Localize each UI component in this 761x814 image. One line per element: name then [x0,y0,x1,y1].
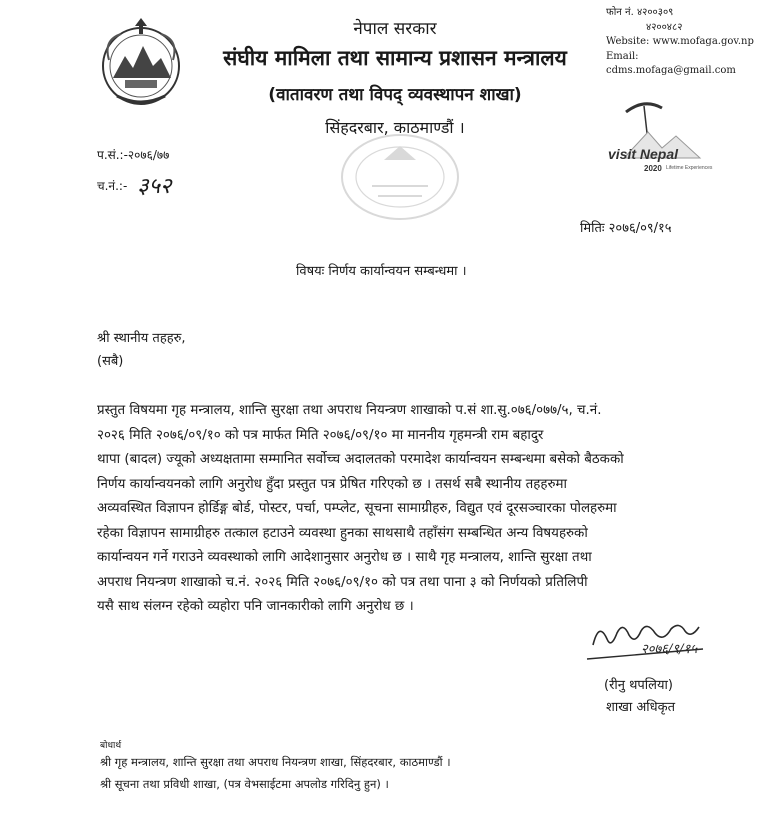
recipient-line-2: (सबै) [97,354,124,369]
body-line: अपराध नियन्त्रण शाखाको च.नं. २०२६ मिति २०७६/०९/१० को पत्र तथा पाना ३ को निर्णयको प्रतिलिपी [97,574,588,590]
email-address: cdms.mofaga@gmail.com [606,65,736,76]
ministry-name: संघीय मामिला तथा सामान्य प्रशासन मन्त्रालय [223,46,567,70]
office-stamp-icon [338,130,463,225]
body-line: रहेका विज्ञापन सामाग्रीहरु तत्काल हटाउने व्यवस्था हुनका साथसाथै तहाँसंग सम्बन्धित अन्य विषयहरुको [97,525,588,541]
contact-block [606,6,758,79]
body-line: यसै साथ संलग्न रहेको व्यहोरा पनि जानकारीको लागि अनुरोध छ । [97,599,414,614]
visit-nepal-logo-icon [604,98,714,182]
dispatch-number-row [97,167,171,197]
signatory-designation: शाखा अधिकृत [606,700,676,715]
body-line: निर्णय कार्यान्वयनको लागि अनुरोध हुँदा प्रस्तुत पत्र प्रेषित गरिएको छ । तसर्थ सबै स्थानीय तहहरुमा [97,476,567,492]
cc-item: श्री सूचना तथा प्रविधी शाखा, (पत्र वेभसाईटमा अपलोड गरिदिनु हुन) । [100,777,389,791]
cc-item: श्री गृह मन्त्रालय, शान्ति सुरक्षा तथा अपराध नियन्त्रण शाखा, सिंहदरबार, काठमाण्डौं । [100,755,451,769]
dispatch-number-label: च.नं.:- [97,179,128,193]
cc-title: बोधार्थ [100,741,122,751]
visit-nepal-tagline: Lifetime Experiences [666,165,713,171]
signature-date: २०७६/९/१५ [641,642,698,657]
visit-nepal-year: 2020 [644,164,662,173]
visit-nepal-brand: visit Nepal [608,146,679,162]
nepal-emblem-icon [95,16,187,108]
body-line: अव्यवस्थित विज्ञापन होर्डिङ्ग बोर्ड, पोस्टर, पर्चा, पम्प्लेट, सूचना सामाग्रीहरु, विद्युत एवं दूरसञ्चारका पोलहरुमा [97,501,617,516]
phone-number-1: ४२००३०९ [636,7,674,18]
subject-line: विषयः निर्णय कार्यान्वयन सम्बन्धमा । [296,264,467,279]
body-line: प्रस्तुत विषयमा गृह मन्त्रालय, शान्ति सुरक्षा तथा अपराध नियन्त्रण शाखाको प.सं शा.सु.०७६/०७७/५, च.नं. [97,403,602,418]
letter-body [97,399,709,620]
phone-number-2: ४२००४८२ [646,21,683,33]
phone-label: फोन नं. [606,7,634,18]
section-name: (वातावरण तथा विपद् व्यवस्थापन शाखा) [268,85,522,105]
signatory-name: (रीनु थपलिया) [604,678,673,693]
signature-block [585,615,720,677]
body-line: २०२६ मिति २०७६/०९/१० को पत्र मार्फत मिति २०७६/०९/१० मा माननीय गृहमन्त्री राम बहादुर [97,427,544,443]
office-address: सिंहदरबार, काठमाण्डौं । [325,118,465,137]
letter-date: मितिः २०७६/०९/१५ [580,221,672,236]
recipient-line-1: श्री स्थानीय तहहरु, [97,331,186,346]
body-line: कार्यान्वयन गर्ने गराउने व्यवस्थाको लागि आदेशानुसार अनुरोध छ । साथै गृह मन्त्रालय, शान्ति सुरक्षा तथा [97,550,592,565]
government-name: नेपाल सरकार [353,19,437,39]
reference-number: प.सं.:-२०७६/७७ [97,148,170,162]
website: Website: www.mofaga.gov.np [606,36,754,47]
email-label: Email: [606,50,639,62]
body-line: थापा (बादल) ज्यूको अध्यक्षतामा सम्मानित सर्वोच्च अदालतको परमादेश कार्यान्वयन सम्बन्धमा बसेको बैठकको [97,452,624,467]
dispatch-number-handwritten: ३५२ [137,174,172,199]
